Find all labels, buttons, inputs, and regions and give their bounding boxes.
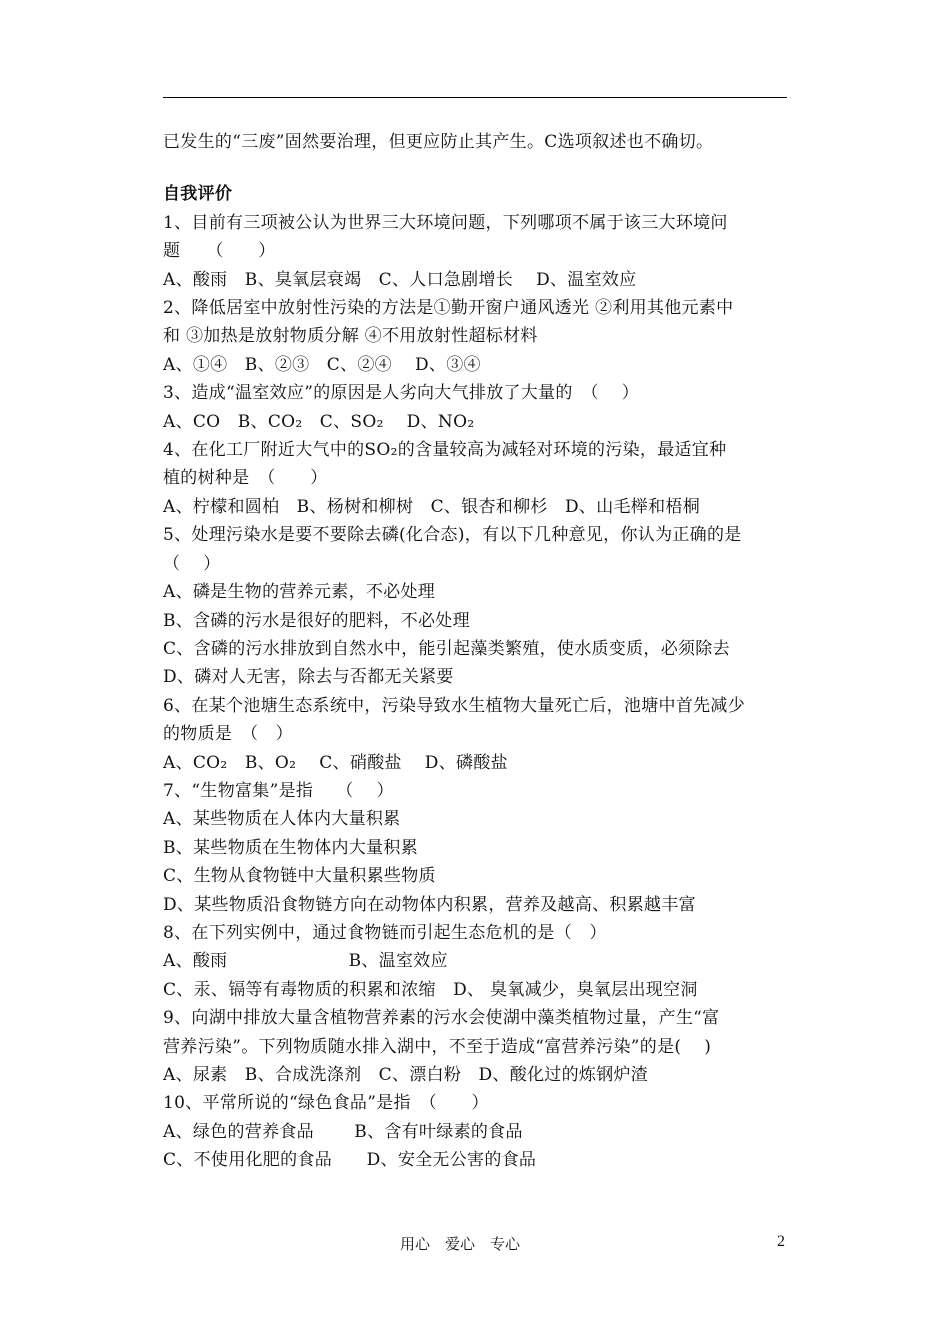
- text-line: A、磷是生物的营养元素，不必处理: [163, 582, 436, 603]
- text-line: C、生物从食物链中大量积累些物质: [163, 866, 436, 887]
- text-line: 题 （ ）: [163, 241, 276, 262]
- page-content: [163, 128, 791, 1175]
- text-line: 6、在某个池塘生态系统中，污染导致水生植物大量死亡后，池塘中首先减少: [163, 695, 746, 716]
- text-line: A、绿色的营养食品 B、含有叶绿素的食品: [163, 1121, 523, 1142]
- text-line: C、不使用化肥的食品 D、安全无公害的食品: [163, 1150, 537, 1171]
- text-line: C、含磷的污水排放到自然水中，能引起藻类繁殖，使水质变质，必须除去: [163, 638, 730, 659]
- section-title: 自我评价: [163, 184, 233, 205]
- question-list: [163, 209, 791, 1175]
- text-line: 营养污染”。下列物质随水排入湖中，不至于造成“富营养污染”的是( ): [163, 1036, 712, 1057]
- text-line: 和 ③加热是放射物质分解 ④不用放射性超标材料: [163, 326, 538, 347]
- text-line: 4、在化工厂附近大气中的SO₂的含量较高为减轻对环境的污染，最适宜种: [163, 440, 727, 461]
- text-line: （ ）: [163, 553, 221, 574]
- text-line: 8、在下列实例中，通过食物链而引起生态危机的是（ ）: [163, 922, 607, 943]
- text-line: 7、“生物富集”是指 （ ）: [163, 780, 394, 801]
- text-line: 3、造成“温室效应”的原因是人劣向大气排放了大量的 （ ）: [163, 383, 640, 404]
- text-line: 1、目前有三项被公认为世界三大环境问题，下列哪项不属于该三大环境问: [163, 212, 728, 233]
- intro-text: 已发生的“三废”固然要治理，但更应防止其产生。C选项叙述也不确切。: [163, 132, 714, 152]
- text-line: 10、平常所说的“绿色食品”是指 （ ）: [163, 1093, 489, 1114]
- text-line: A、CO₂ B、O₂ C、硝酸盐 D、磷酸盐: [163, 752, 508, 773]
- text-line: 5、处理污染水是要不要除去磷(化合态)，有以下几种意见，你认为正确的是: [163, 525, 742, 546]
- text-line: A、①④ B、②③ C、②④ D、③④: [163, 354, 481, 375]
- spacer: [163, 156, 791, 180]
- footer-motto: 用心 爱心 专心: [400, 1235, 521, 1253]
- text-line: A、CO B、CO₂ C、SO₂ D、NO₂: [163, 411, 475, 432]
- text-line: B、某些物质在生物体内大量积累: [163, 837, 418, 858]
- text-line: B、含磷的污水是很好的肥料，不必处理: [163, 610, 470, 631]
- text-line: A、某些物质在人体内大量积累: [163, 809, 401, 830]
- text-line: A、酸雨 B、臭氧层衰竭 C、人口急剧增长 D、温室效应: [163, 269, 637, 290]
- text-line: C、汞、镉等有毒物质的积累和浓缩 D、 臭氧减少，臭氧层出现空洞: [163, 979, 698, 1000]
- text-line: 植的树种是 （ ）: [163, 468, 328, 489]
- text-line: A、尿素 B、合成洗涤剂 C、漂白粉 D、酸化过的炼钢炉渣: [163, 1065, 649, 1085]
- page-number: 2: [777, 1233, 785, 1250]
- text-line: 9、向湖中排放大量含植物营养素的污水会使湖中藻类植物过量，产生“富: [163, 1008, 720, 1029]
- text-line: 2、降低居室中放射性污染的方法是①勤开窗户通风透光 ②利用其他元素中: [163, 298, 734, 319]
- text-line: A、柠檬和圆柏 B、杨树和柳树 C、银杏和柳杉 D、山毛榉和梧桐: [163, 496, 701, 517]
- text-line: D、磷对人无害，除去与否都无关紧要: [163, 667, 454, 688]
- header-rule: [163, 97, 787, 98]
- text-line: D、某些物质沿食物链方向在动物体内积累，营养及越高、积累越丰富: [163, 894, 696, 915]
- text-line: 的物质是 （ ）: [163, 724, 293, 745]
- text-line: A、酸雨 B、温室效应: [163, 951, 448, 972]
